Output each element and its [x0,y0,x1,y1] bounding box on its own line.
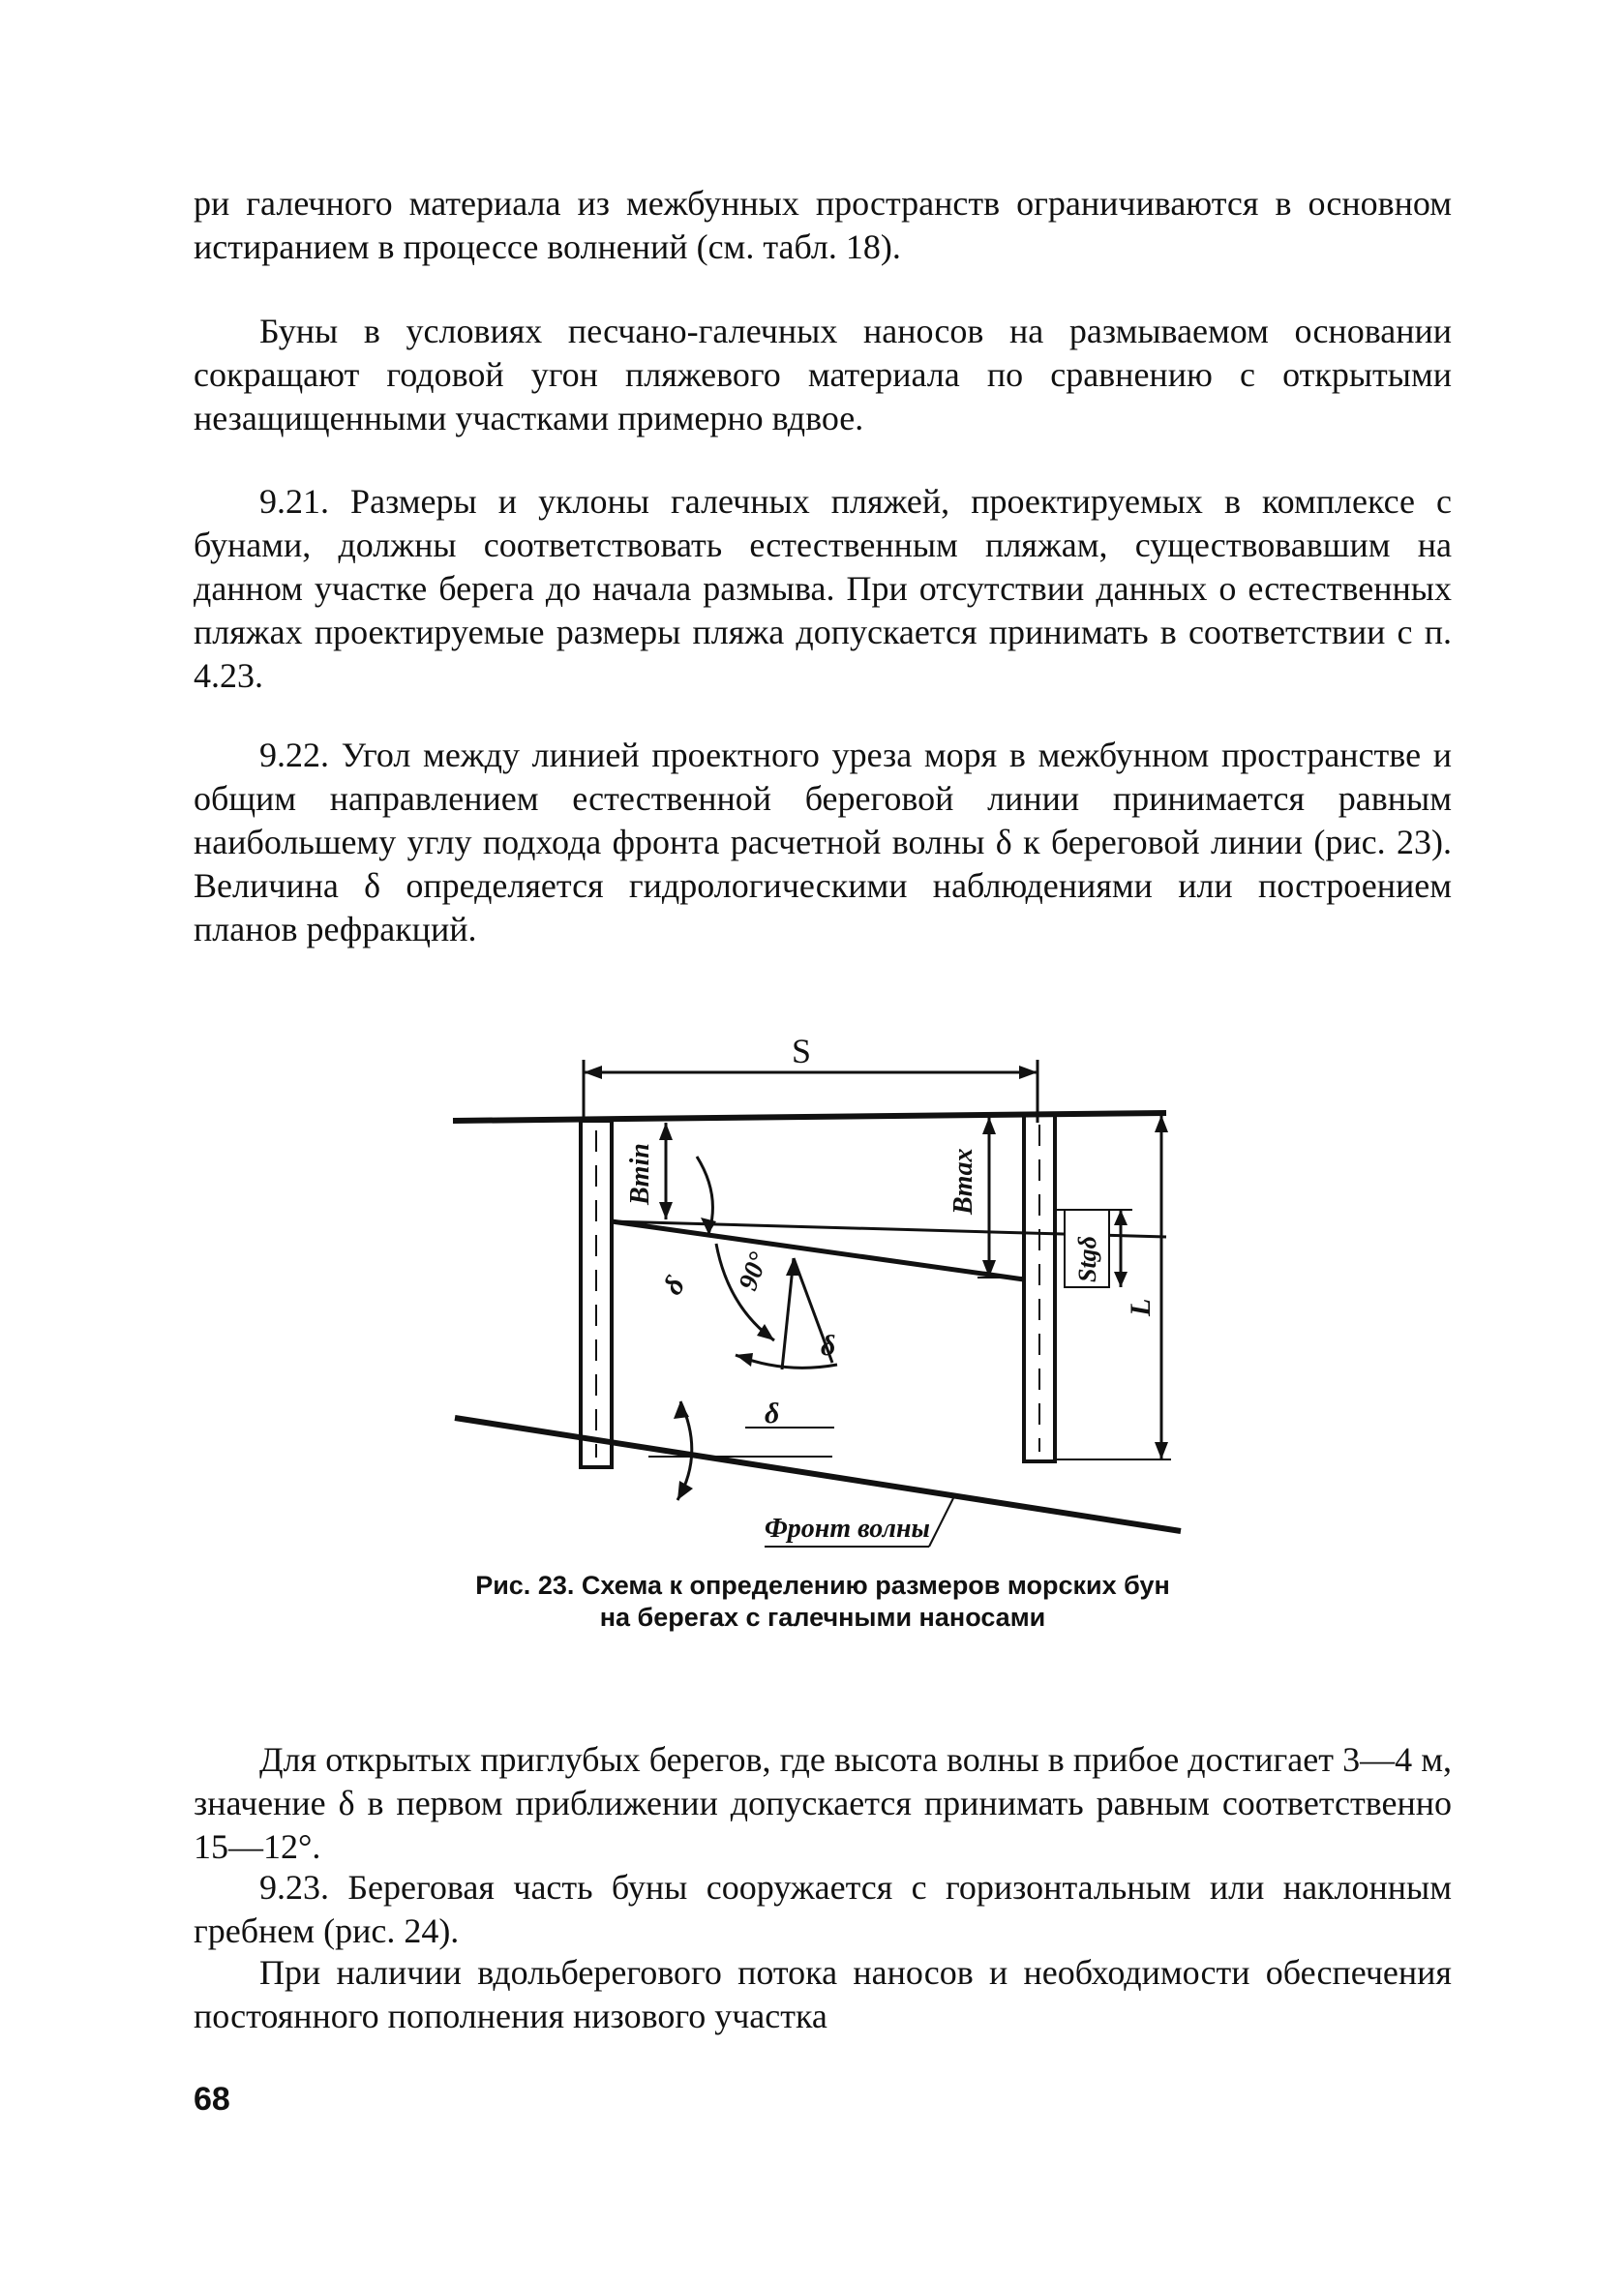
paragraph-2: Буны в условиях песчано-галечных наносов на размываемом основании сокращают годовой угон пляжевого материала по сравнению с открытыми незащищенными участками примерно вдвое. [194,312,1452,437]
paragraph-1: ри галечного материала из межбунных пространств ограничиваются в основном истиранием в процессе волнений (см. табл. 18). [194,184,1452,266]
shoreline-line [453,1113,1166,1121]
paragraph-6: 9.23. Береговая часть буны сооружается с горизонтальным или наклонным гребнем (рис. 24). [194,1868,1452,1950]
label-delta-3: δ [765,1398,780,1429]
paragraph-3: 9.21. Размеры и уклоны галечных пляжей, проектируемых в комплексе с бунами, должны соответствовать естественным пляжам, существовавшим на данном участке берега до начала размыва. При отсутствии данных о естественных пляжах проектируемые размеры пляжа допускается принимать в соответствии с п. 4.23. [194,482,1452,695]
label-90: 90° [733,1248,774,1295]
label-b-min: Bmin [625,1143,655,1205]
label-wave-front: Фронт волны [765,1514,930,1544]
figure-caption: Рис. 23. Схема к определению размеров морских бун на берегах с галечными наносами [475,1571,1170,1632]
label-s: S [791,1032,812,1070]
label-b-max: Bmax [948,1148,978,1215]
paragraph-4: 9.22. Угол между линией проектного уреза моря в межбунном пространстве и общим направлением естественной береговой линии принимается равным наибольшему углу подхода фронта расчетной волны δ к береговой линии (рис. 23). Величина δ определяется гидрологическими наблюдениями или построением планов рефракций. [194,736,1452,948]
paragraph-7: При наличии вдольберегового потока наносов и необходимости обеспечения постоянного пополнения низового участка [194,1953,1452,2035]
label-delta-1: δ [656,1270,692,1302]
paragraph-5: Для открытых приглубых берегов, где высота волны в прибое достигает 3—4 м, значение δ в первом приближении допускается принимать равным соответственно 15—12°. [194,1740,1452,1866]
page-number: 68 [194,2081,230,2118]
label-s-tg-delta: Stgδ [1073,1235,1101,1282]
label-delta-2: δ [821,1330,836,1362]
label-l: L [1125,1298,1157,1316]
